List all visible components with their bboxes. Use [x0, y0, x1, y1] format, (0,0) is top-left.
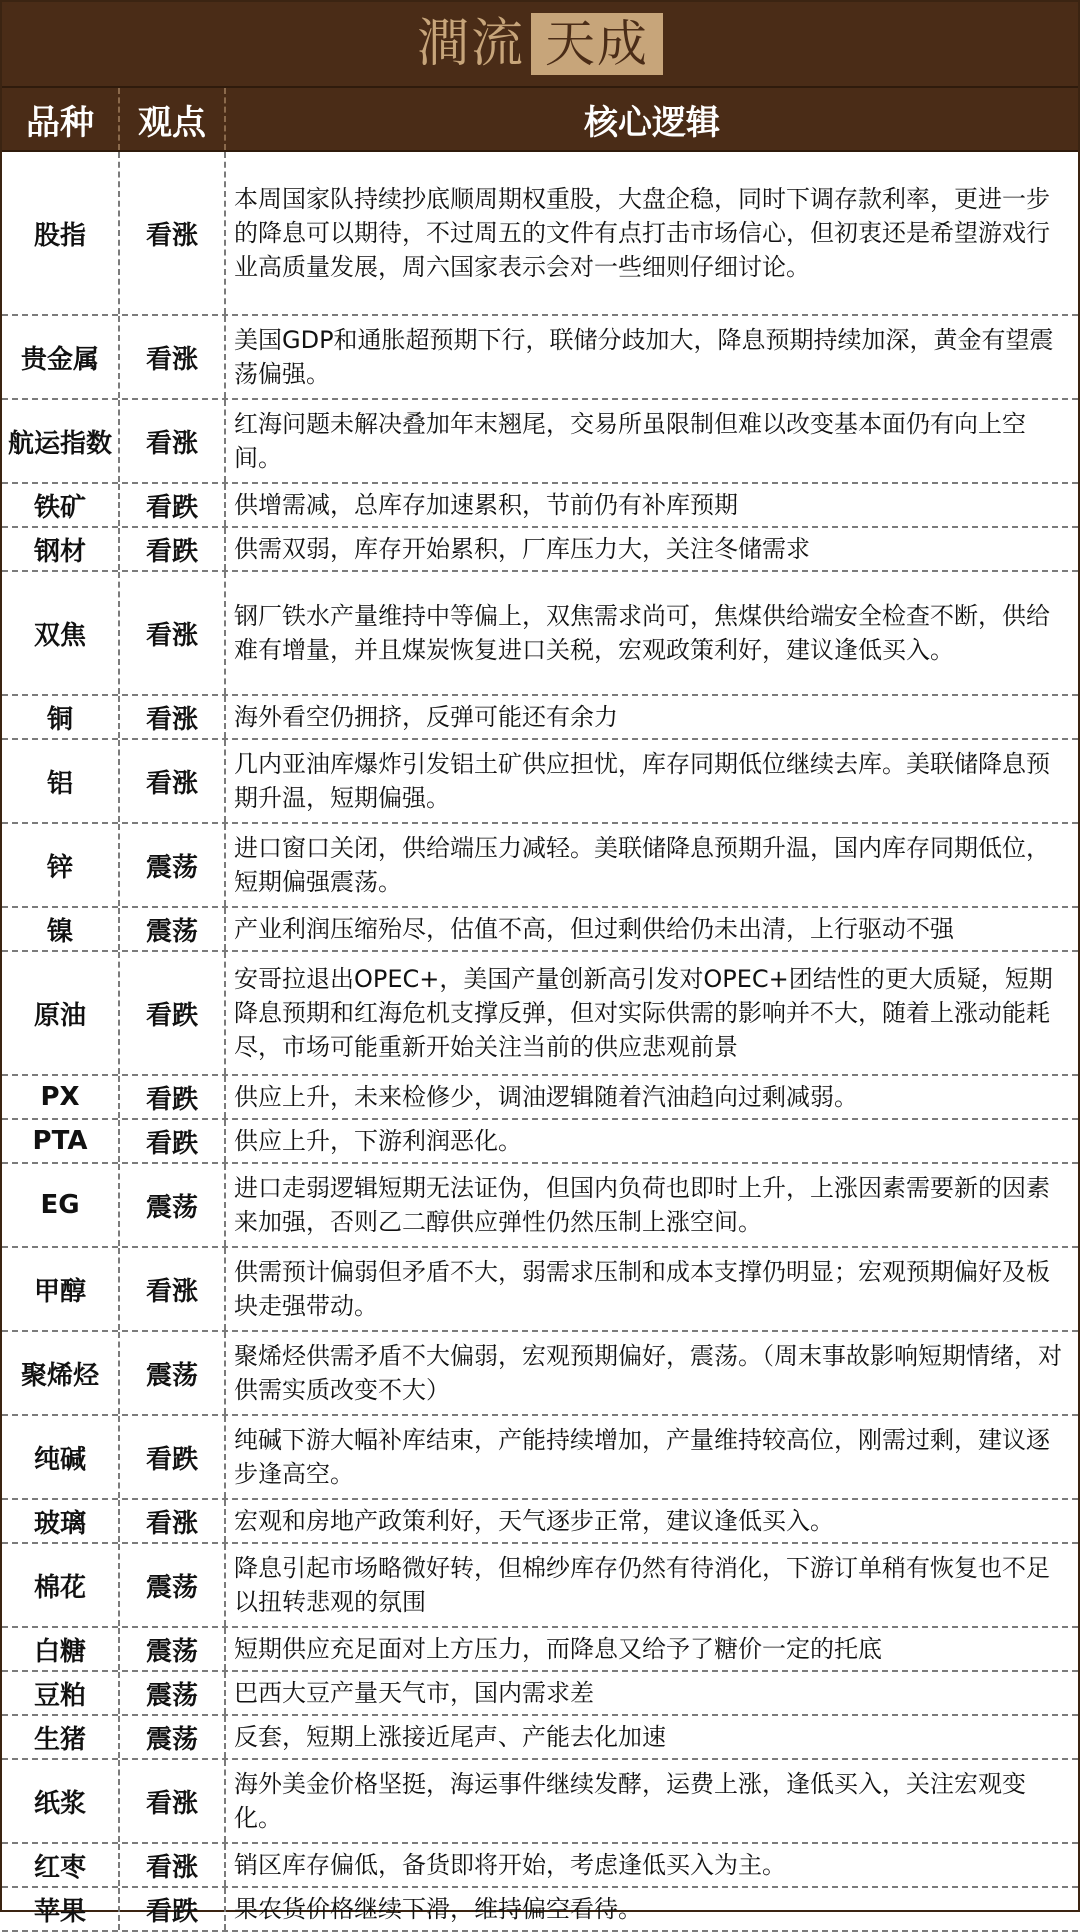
table-row — [2, 152, 1078, 316]
variety-cell: PX — [2, 1076, 120, 1118]
logic-cell: 进口窗口关闭，供给端压力减轻。美联储降息预期升温，国内库存同期低位，短期偏强震荡。 — [234, 834, 1050, 896]
logic-cell: 降息引起市场略微好转，但棉纱库存仍然有待消化，下游订单稍有恢复也不足以扭转悲观的氛围 — [234, 1554, 1050, 1616]
table-row — [2, 1332, 1078, 1416]
table-row — [2, 1888, 1078, 1932]
variety-cell: 聚烯烃 — [2, 1332, 120, 1414]
variety-cell: 双焦 — [2, 572, 120, 694]
logo-left-text: 澗流 — [416, 14, 525, 74]
view-cell: 看涨 — [120, 1248, 226, 1330]
table-row — [2, 908, 1078, 952]
variety-cell: 铁矿 — [2, 484, 120, 526]
view-cell: 看涨 — [120, 696, 226, 738]
logic-cell: 反套，短期上涨接近尾声、产能去化加速 — [234, 1723, 666, 1751]
strategy-table — [2, 152, 1078, 1932]
view-cell: 震荡 — [120, 1716, 226, 1758]
view-cell: 看跌 — [120, 484, 226, 526]
table-row — [2, 1716, 1078, 1760]
view-cell: 看涨 — [120, 400, 226, 482]
view-cell: 看涨 — [120, 1844, 226, 1886]
view-cell: 震荡 — [120, 908, 226, 950]
table-row — [2, 1120, 1078, 1164]
variety-cell: 红枣 — [2, 1844, 120, 1886]
view-cell: 震荡 — [120, 1544, 226, 1626]
variety-cell: 生猪 — [2, 1716, 120, 1758]
view-cell: 震荡 — [120, 824, 226, 906]
table-row — [2, 1844, 1078, 1888]
logic-cell: 几内亚油库爆炸引发铝土矿供应担忧，库存同期低位继续去库。美联储降息预期升温，短期偏强。 — [234, 750, 1050, 812]
table-row — [2, 696, 1078, 740]
view-cell: 看涨 — [120, 572, 226, 694]
logic-cell: 宏观和房地产政策利好，天气逐步正常，建议逢低买入。 — [234, 1507, 834, 1535]
table-row — [2, 400, 1078, 484]
logic-cell: 安哥拉退出OPEC+，美国产量创新高引发对OPEC+团结性的更大质疑，短期降息预期和红海危机支撑反弹，但对实际供需的影响并不大，随着上涨动能耗尽，市场可能重新开始关注当前的供应悲观前景 — [234, 965, 1053, 1061]
view-cell: 看涨 — [120, 1500, 226, 1542]
brand-logo — [417, 13, 663, 75]
view-cell: 看跌 — [120, 1416, 226, 1498]
table-row — [2, 952, 1078, 1076]
variety-cell: 航运指数 — [2, 400, 120, 482]
logic-cell: 海外美金价格坚挺，海运事件继续发酵，运费上涨，逢低买入，关注宏观变化。 — [234, 1770, 1026, 1832]
header-view: 观点 — [120, 88, 226, 150]
view-cell: 震荡 — [120, 1628, 226, 1670]
table-row — [2, 824, 1078, 908]
logic-cell: 聚烯烃供需矛盾不大偏弱，宏观预期偏好，震荡。（周末事故影响短期情绪，对供需实质改变不大） — [234, 1342, 1062, 1404]
table-row — [2, 1416, 1078, 1500]
logic-cell: 果农货价格继续下滑，维持偏空看待。 — [234, 1895, 642, 1923]
table-row — [2, 1500, 1078, 1544]
view-cell: 看涨 — [120, 316, 226, 398]
logic-cell: 美国GDP和通胀超预期下行，联储分歧加大，降息预期持续加深，黄金有望震荡偏强。 — [234, 326, 1054, 388]
logic-cell: 供应上升，下游利润恶化。 — [234, 1127, 522, 1155]
view-cell: 震荡 — [120, 1164, 226, 1246]
header-logic: 核心逻辑 — [584, 102, 720, 143]
logic-cell: 供需双弱，库存开始累积，厂库压力大，关注冬储需求 — [234, 535, 810, 563]
table-row — [2, 316, 1078, 400]
view-cell: 看涨 — [120, 1760, 226, 1842]
table-row — [2, 1248, 1078, 1332]
logic-cell: 红海问题未解决叠加年末翘尾，交易所虽限制但难以改变基本面仍有向上空间。 — [234, 410, 1026, 472]
logic-cell: 供应上升，未来检修少，调油逻辑随着汽油趋向过剩减弱。 — [234, 1083, 858, 1111]
table-row — [2, 484, 1078, 528]
variety-cell: 镍 — [2, 908, 120, 950]
table-row — [2, 1760, 1078, 1844]
variety-cell: 股指 — [2, 152, 120, 314]
variety-cell: 棉花 — [2, 1544, 120, 1626]
variety-cell: 锌 — [2, 824, 120, 906]
variety-cell: 豆粕 — [2, 1672, 120, 1714]
variety-cell: EG — [2, 1164, 120, 1246]
logic-cell: 销区库存偏低，备货即将开始，考虑逢低买入为主。 — [234, 1851, 786, 1879]
logic-cell: 短期供应充足面对上方压力，而降息又给予了糖价一定的托底 — [234, 1635, 882, 1663]
variety-cell: 铝 — [2, 740, 120, 822]
variety-cell: 纯碱 — [2, 1416, 120, 1498]
logo-bar — [2, 2, 1078, 88]
logic-cell: 巴西大豆产量天气市，国内需求差 — [234, 1679, 594, 1707]
table-row — [2, 1076, 1078, 1120]
variety-cell: 甲醇 — [2, 1248, 120, 1330]
variety-cell: 苹果 — [2, 1888, 120, 1930]
logo-right-text: 天成 — [531, 13, 663, 75]
variety-cell: 玻璃 — [2, 1500, 120, 1542]
view-cell: 看涨 — [120, 740, 226, 822]
logic-cell: 供增需减，总库存加速累积，节前仍有补库预期 — [234, 491, 738, 519]
table-row — [2, 1628, 1078, 1672]
logic-cell: 海外看空仍拥挤，反弹可能还有余力 — [234, 703, 618, 731]
table-row — [2, 1672, 1078, 1716]
logic-cell: 本周国家队持续抄底顺周期权重股，大盘企稳，同时下调存款利率，更进一步的降息可以期待，不过周五的文件有点打击市场信心，但初衷还是希望游戏行业高质量发展，周六国家表示会对一些细则仔细讨论。 — [234, 185, 1050, 281]
variety-cell: 铜 — [2, 696, 120, 738]
variety-cell: PTA — [2, 1120, 120, 1162]
table-row — [2, 528, 1078, 572]
view-cell: 看跌 — [120, 1888, 226, 1930]
logic-cell: 钢厂铁水产量维持中等偏上，双焦需求尚可，焦煤供给端安全检查不断，供给难有增量，并且煤炭恢复进口关税，宏观政策利好，建议逢低买入。 — [234, 602, 1050, 664]
view-cell: 震荡 — [120, 1332, 226, 1414]
view-cell: 看跌 — [120, 528, 226, 570]
variety-cell: 纸浆 — [2, 1760, 120, 1842]
logic-cell: 产业利润压缩殆尽，估值不高，但过剩供给仍未出清，上行驱动不强 — [234, 915, 954, 943]
variety-cell: 白糖 — [2, 1628, 120, 1670]
table-row — [2, 1544, 1078, 1628]
table-row — [2, 740, 1078, 824]
variety-cell: 原油 — [2, 952, 120, 1074]
table-row — [2, 572, 1078, 696]
view-cell: 看跌 — [120, 1120, 226, 1162]
view-cell: 震荡 — [120, 1672, 226, 1714]
variety-cell: 贵金属 — [2, 316, 120, 398]
variety-cell: 钢材 — [2, 528, 120, 570]
logic-cell: 进口走弱逻辑短期无法证伪，但国内负荷也即时上升，上涨因素需要新的因素来加强，否则乙二醇供应弹性仍然压制上涨空间。 — [234, 1174, 1050, 1236]
table-header — [2, 88, 1078, 152]
view-cell: 看跌 — [120, 952, 226, 1074]
view-cell: 看跌 — [120, 1076, 226, 1118]
logic-cell: 纯碱下游大幅补库结束，产能持续增加，产量维持较高位，刚需过剩，建议逐步逢高空。 — [234, 1426, 1050, 1488]
view-cell: 看涨 — [120, 152, 226, 314]
table-row — [2, 1164, 1078, 1248]
logic-cell: 供需预计偏弱但矛盾不大，弱需求压制和成本支撑仍明显；宏观预期偏好及板块走强带动。 — [234, 1258, 1050, 1320]
header-variety: 品种 — [2, 88, 120, 150]
